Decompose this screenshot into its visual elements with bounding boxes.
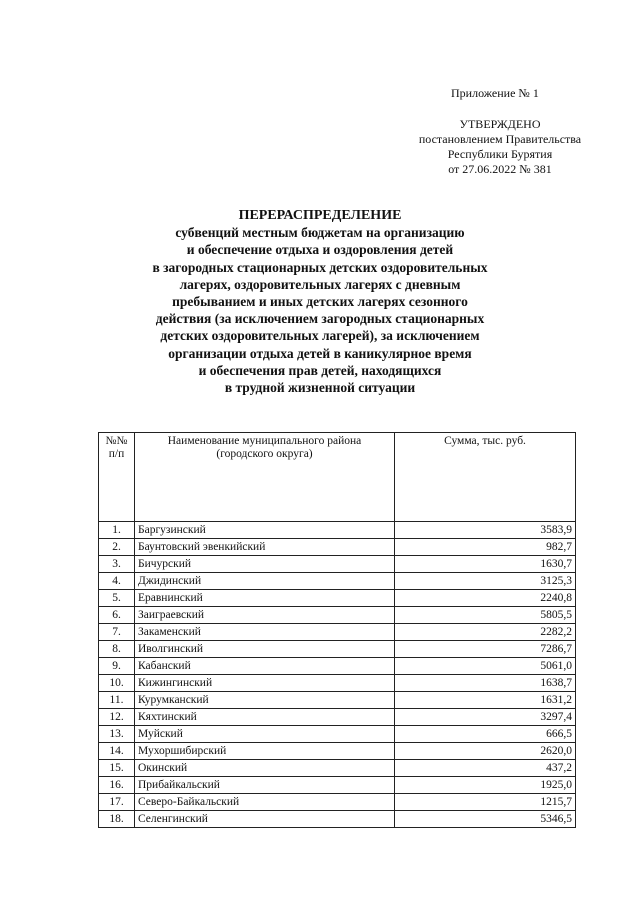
table-row (99, 743, 576, 760)
row-sum: 2282,2 (395, 624, 576, 641)
title-line: детских оздоровительных лагерей), за исключением (160, 328, 480, 344)
table-header-row (99, 433, 576, 522)
row-sum: 666,5 (395, 726, 576, 743)
row-name: Бичурский (135, 556, 395, 573)
row-number: 3. (99, 556, 135, 573)
table-row (99, 709, 576, 726)
header-sum: Сумма, тыс. руб. (395, 433, 576, 522)
row-number: 14. (99, 743, 135, 760)
row-number: 6. (99, 607, 135, 624)
approval-line: постановлением Правительства (418, 132, 582, 146)
title-line: пребыванием и иных детских лагерях сезонного (172, 294, 468, 310)
row-number: 8. (99, 641, 135, 658)
row-number: 18. (99, 811, 135, 828)
row-name: Мухоршибирский (135, 743, 395, 760)
row-name: Окинский (135, 760, 395, 777)
row-name: Кижингинский (135, 675, 395, 692)
table-row (99, 675, 576, 692)
title-line: и обеспечения прав детей, находящихся (198, 362, 442, 378)
row-name: Северо-Байкальский (135, 794, 395, 811)
table-row (99, 590, 576, 607)
row-number: 2. (99, 539, 135, 556)
row-number: 12. (99, 709, 135, 726)
table-row (99, 658, 576, 675)
table-row (99, 760, 576, 777)
title-line: организации отдыха детей в каникулярное время (168, 345, 472, 361)
row-name: Баунтовский эвенкийский (135, 539, 395, 556)
row-sum: 3125,3 (395, 573, 576, 590)
row-sum: 3583,9 (395, 522, 576, 539)
row-sum: 1925,0 (395, 777, 576, 794)
row-number: 7. (99, 624, 135, 641)
row-sum: 1631,2 (395, 692, 576, 709)
row-sum: 7286,7 (395, 641, 576, 658)
row-name: Муйский (135, 726, 395, 743)
title-line: в загородных стационарных детских оздоровительных (152, 259, 488, 275)
row-number: 9. (99, 658, 135, 675)
table-row (99, 726, 576, 743)
row-number: 15. (99, 760, 135, 777)
table-row (99, 539, 576, 556)
row-sum: 5805,5 (395, 607, 576, 624)
table-row (99, 794, 576, 811)
approval-line: Республики Бурятия (447, 147, 553, 161)
approval-block (400, 117, 600, 177)
row-name: Кабанский (135, 658, 395, 675)
title-line: и обеспечение отдыха и оздоровления детей (186, 242, 454, 258)
header-name-line: Наименование муниципального района (167, 435, 362, 447)
row-number: 10. (99, 675, 135, 692)
row-name: Закаменский (135, 624, 395, 641)
row-number: 1. (99, 522, 135, 539)
row-sum: 1215,7 (395, 794, 576, 811)
row-sum: 5346,5 (395, 811, 576, 828)
table-row (99, 607, 576, 624)
approval-line: от 27.06.2022 № 381 (448, 162, 552, 176)
title-line: лагерях, оздоровительных лагерях с дневным (179, 276, 461, 292)
row-name: Еравнинский (135, 590, 395, 607)
header-name (135, 433, 395, 522)
row-name: Селенгинский (135, 811, 395, 828)
header-name-line: (городского округа) (216, 448, 313, 460)
row-sum: 3297,4 (395, 709, 576, 726)
header-number-line: №№ (105, 435, 128, 447)
row-number: 5. (99, 590, 135, 607)
table-row (99, 641, 576, 658)
row-sum: 2620,0 (395, 743, 576, 760)
title-line: действия (за исключением загородных стационарных (155, 311, 485, 327)
row-sum: 1630,7 (395, 556, 576, 573)
row-sum: 5061,0 (395, 658, 576, 675)
table-row (99, 573, 576, 590)
title-line: в трудной жизненной ситуации (224, 380, 416, 396)
row-name: Прибайкальский (135, 777, 395, 794)
table-row (99, 811, 576, 828)
table-row (99, 624, 576, 641)
row-sum: 437,2 (395, 760, 576, 777)
title-line: субвенций местным бюджетам на организацию (175, 225, 465, 241)
row-sum: 1638,7 (395, 675, 576, 692)
title-line: ПЕРЕРАСПРЕДЕЛЕНИЕ (238, 208, 402, 223)
approval-line: УТВЕРЖДЕНО (459, 117, 541, 131)
row-number: 16. (99, 777, 135, 794)
row-name: Заиграевский (135, 607, 395, 624)
row-name: Джидинский (135, 573, 395, 590)
table-row (99, 522, 576, 539)
document-title (90, 207, 550, 396)
row-name: Курумканский (135, 692, 395, 709)
appendix-label: Приложение № 1 (451, 86, 539, 100)
row-name: Баргузинский (135, 522, 395, 539)
table-row (99, 777, 576, 794)
row-name: Кяхтинский (135, 709, 395, 726)
row-number: 13. (99, 726, 135, 743)
row-number: 11. (99, 692, 135, 709)
row-sum: 2240,8 (395, 590, 576, 607)
row-number: 4. (99, 573, 135, 590)
table-row (99, 692, 576, 709)
row-name: Иволгинский (135, 641, 395, 658)
row-number: 17. (99, 794, 135, 811)
header-number (99, 433, 135, 522)
table-row (99, 556, 576, 573)
row-sum: 982,7 (395, 539, 576, 556)
header-number-line: п/п (108, 448, 125, 460)
distribution-table (98, 432, 576, 828)
